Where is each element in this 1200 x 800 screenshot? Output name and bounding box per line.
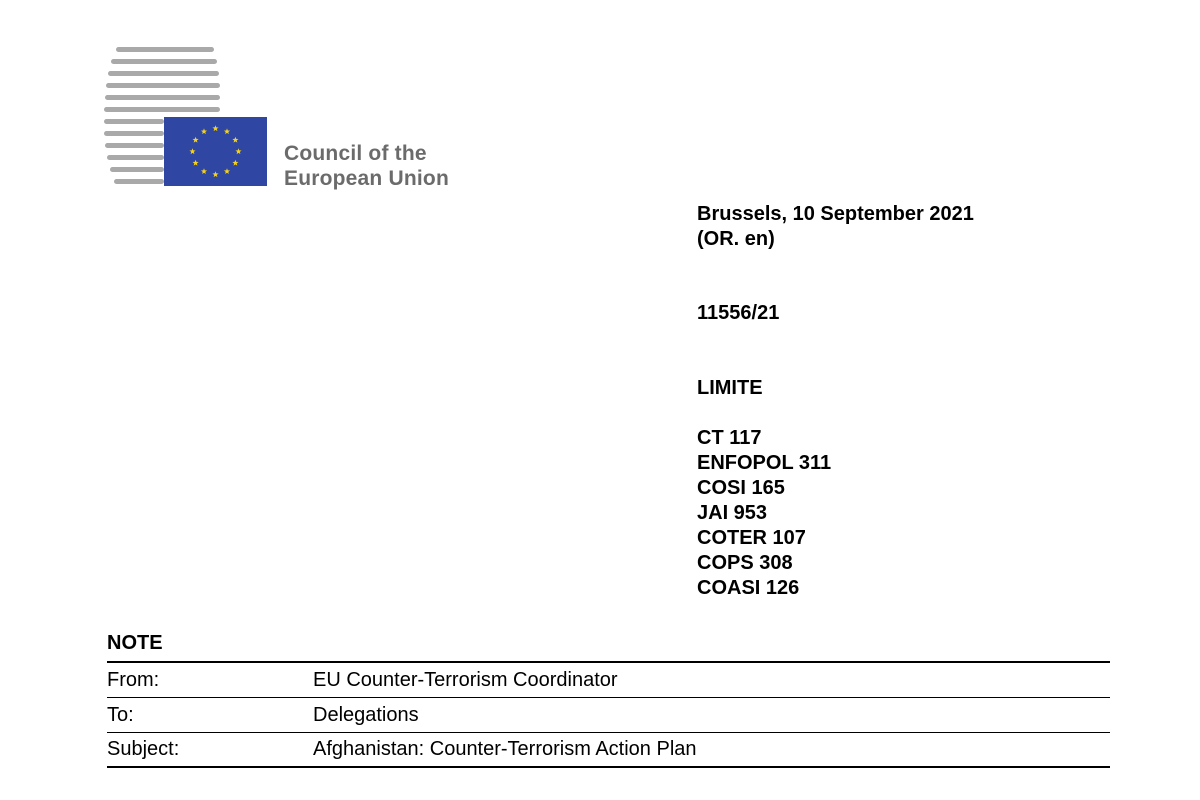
document-codes	[697, 426, 831, 601]
document-date: Brussels, 10 September 2021	[697, 203, 974, 225]
note-title: NOTE	[107, 632, 163, 654]
note-row-subject	[107, 733, 1110, 768]
note-value-subject: Afghanistan: Counter-Terrorism Action Plan	[313, 738, 697, 760]
note-row-to	[107, 698, 1110, 733]
council-logo	[104, 42, 274, 192]
organization-name-line1: Council of the	[284, 142, 427, 165]
note-value-to: Delegations	[313, 703, 419, 726]
organization-name-line2: European Union	[284, 167, 449, 190]
note-row-from	[107, 663, 1110, 698]
note-header-table	[107, 661, 1110, 768]
council-building-emblem-icon	[104, 42, 274, 192]
document-code: COSI 165	[697, 477, 785, 499]
document-code: ENFOPOL 311	[697, 452, 832, 474]
note-label-subject: Subject:	[107, 738, 180, 760]
classification-marking: LIMITE	[697, 377, 763, 399]
note-value-from: EU Counter-Terrorism Coordinator	[313, 668, 618, 691]
note-label-from: From:	[107, 668, 160, 691]
document-date-block	[697, 202, 974, 252]
organization-name	[284, 141, 449, 191]
document-number: 11556/21	[697, 302, 780, 324]
document-code: COTER 107	[697, 527, 806, 549]
document-code: COASI 126	[697, 577, 800, 599]
note-label-to: To:	[107, 703, 134, 726]
document-code: JAI 953	[697, 502, 768, 524]
original-language: (OR. en)	[697, 228, 775, 250]
document-code: COPS 308	[697, 552, 793, 574]
document-code: CT 117	[697, 427, 762, 449]
